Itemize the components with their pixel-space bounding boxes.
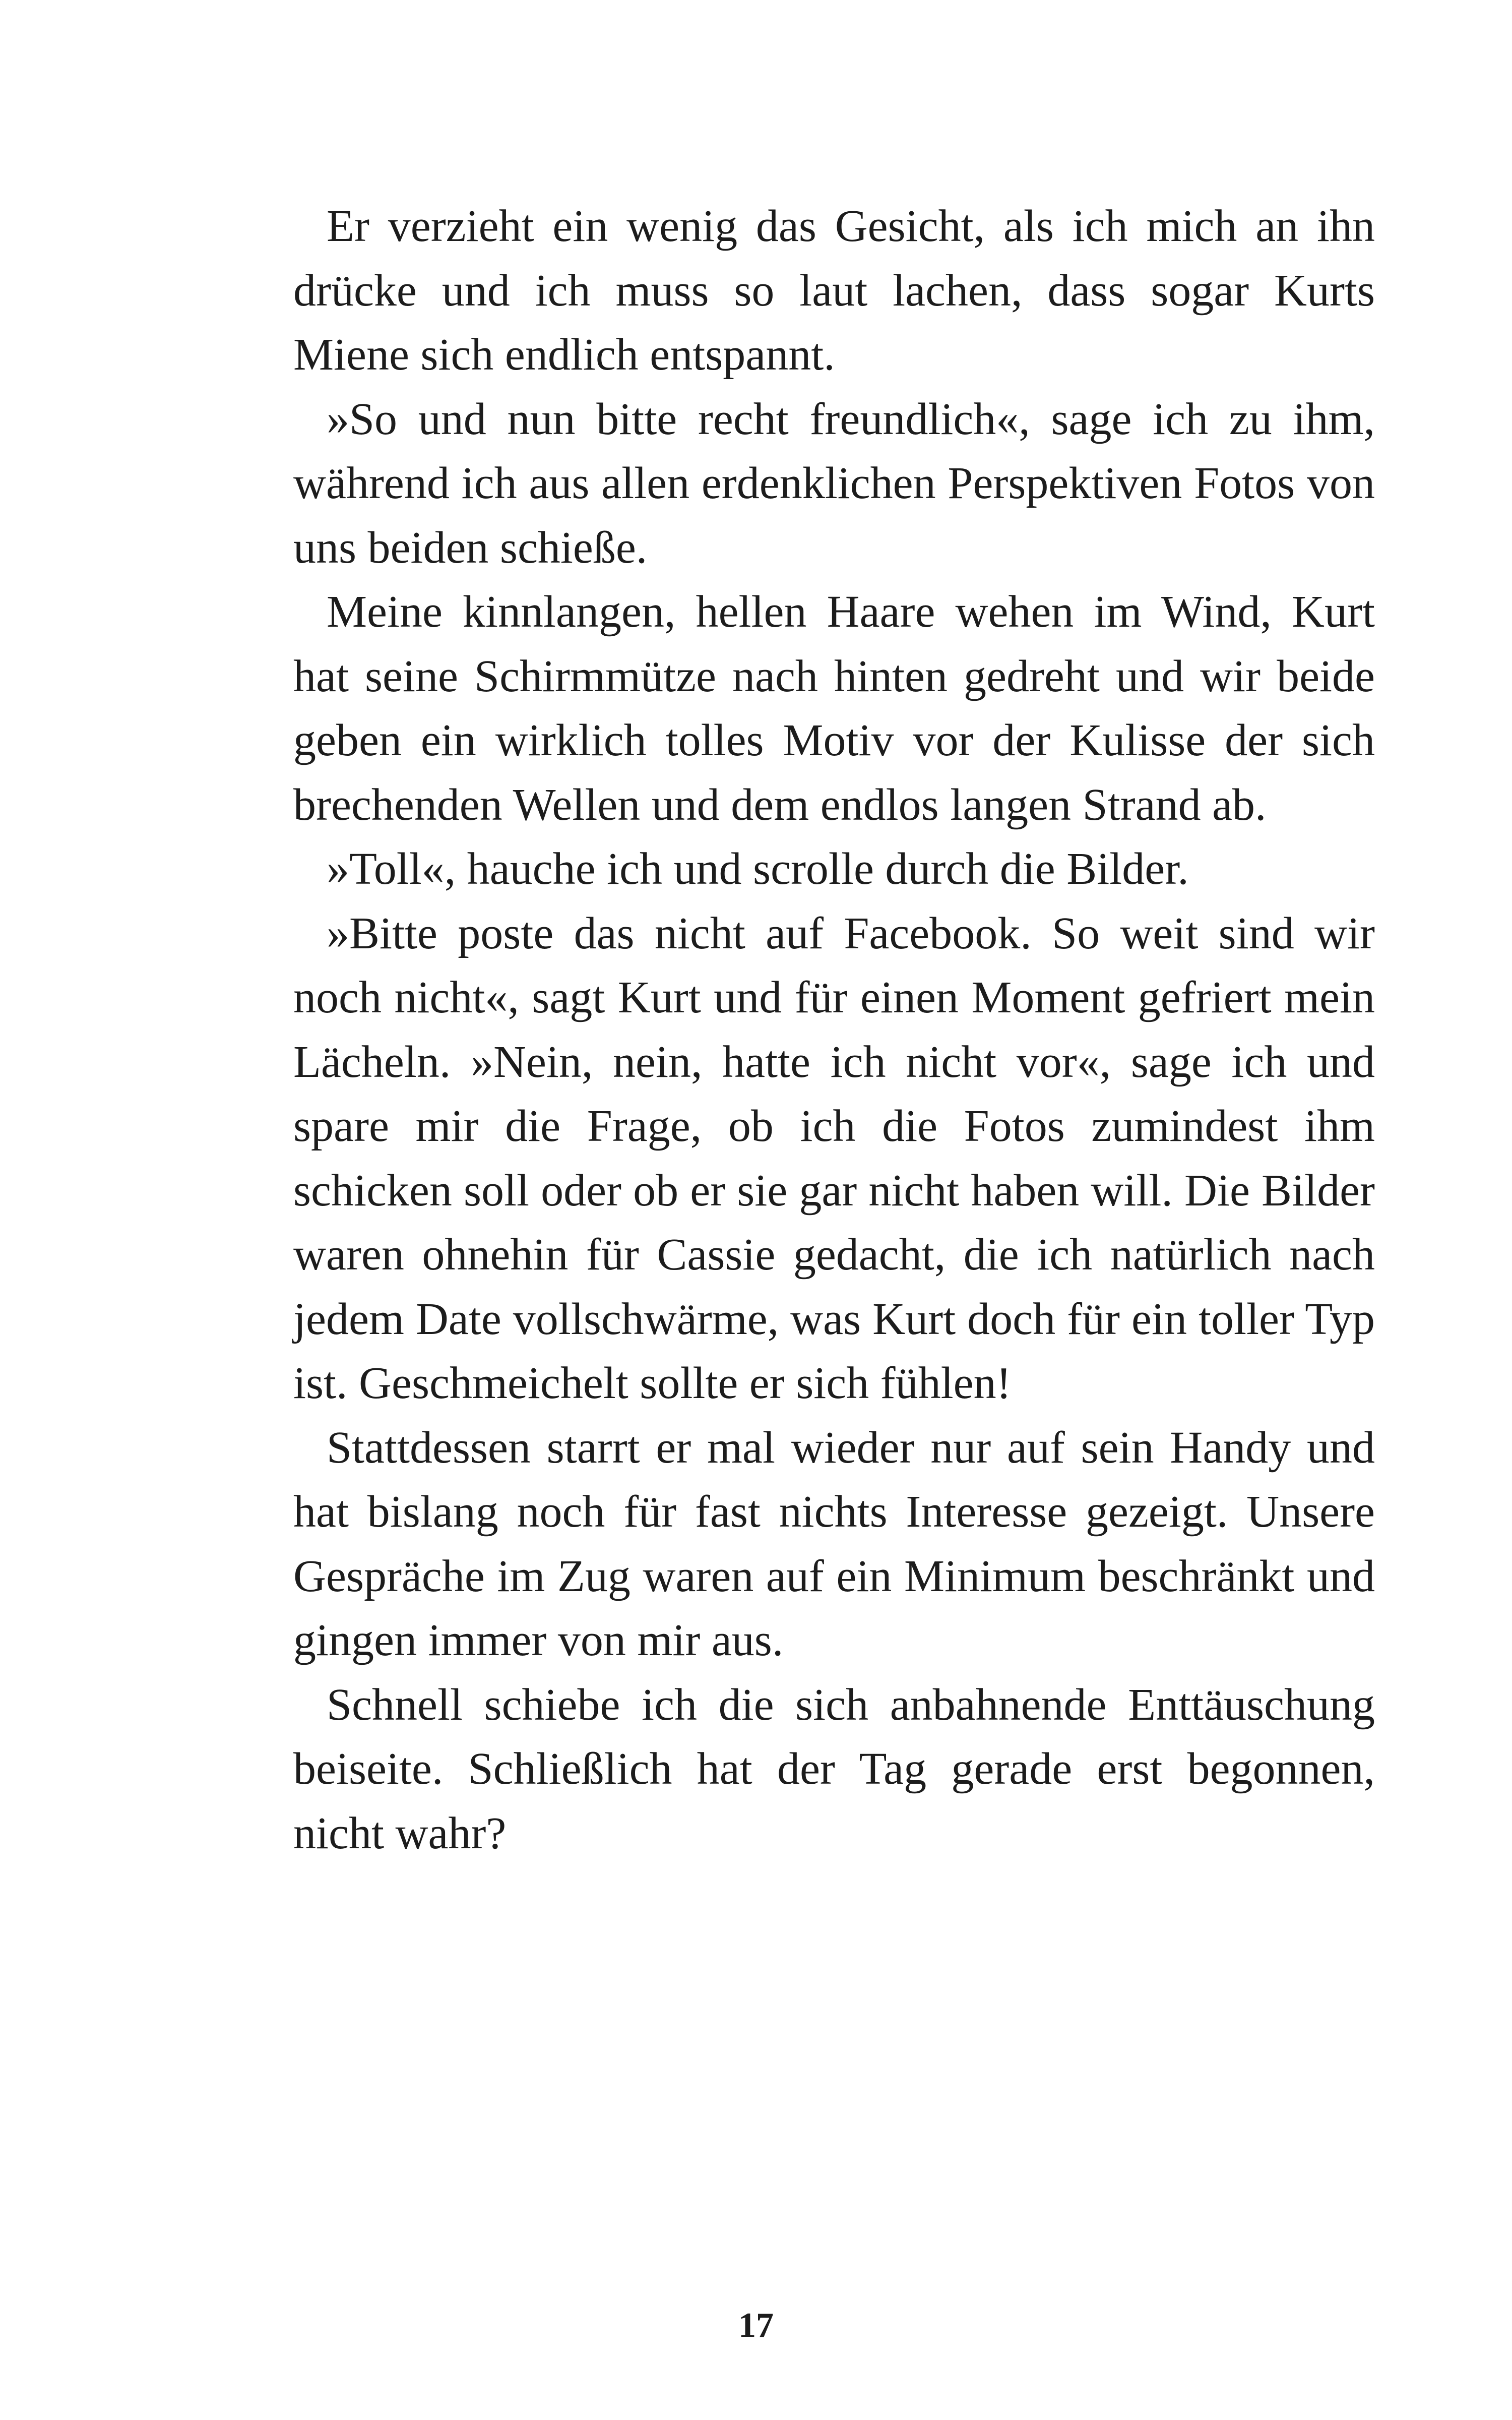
- paragraph-2: »So und nun bitte recht freundlich«, sage ich zu ihm, während ich aus allen erdenklichen Perspektiven Fotos von uns beiden schieße.: [293, 394, 1375, 573]
- page-number: 17: [738, 2306, 774, 2345]
- paragraph-4: »Toll«, hauche ich und scrolle durch die Bilder.: [327, 844, 1189, 894]
- body-text: [293, 194, 1375, 1865]
- paragraph-5: »Bitte poste das nicht auf Facebook. So weit sind wir noch nicht«, sagt Kurt und für einen Moment gefriert mein Lächeln. »Nein, nein, hatte ich nicht vor«, sage ich und spare mir die Frage, ob ich die Fotos zumindest ihm schicken soll oder ob er sie gar nicht haben will. Die Bilder waren ohnehin für Cassie gedacht, die ich natürlich nach jedem Date vollschwärme, was Kurt doch für ein toller Typ ist. Geschmeichelt sollte er sich fühlen!: [293, 908, 1375, 1408]
- paragraph-6: Stattdessen starrt er mal wieder nur auf sein Handy und hat bislang noch für fast nichts Interesse gezeigt. Unsere Gespräche im Zug waren auf ein Minimum beschränkt und gingen immer von mir aus.: [293, 1422, 1375, 1665]
- paragraph-7: Schnell schiebe ich die sich anbahnende Enttäuschung beiseite. Schließlich hat der Tag gerade erst begonnen, nicht wahr?: [293, 1679, 1375, 1858]
- paragraph-1: Er verzieht ein wenig das Gesicht, als ich mich an ihn drücke und ich muss so laut lachen, dass sogar Kurts Miene sich endlich entspannt.: [293, 201, 1375, 380]
- paragraph-3: Meine kinnlangen, hellen Haare wehen im Wind, Kurt hat seine Schirmmütze nach hinten gedreht und wir beide geben ein wirklich tolles Motiv vor der Kulisse der sich brechenden Wellen und dem endlos langen Strand ab.: [293, 587, 1375, 830]
